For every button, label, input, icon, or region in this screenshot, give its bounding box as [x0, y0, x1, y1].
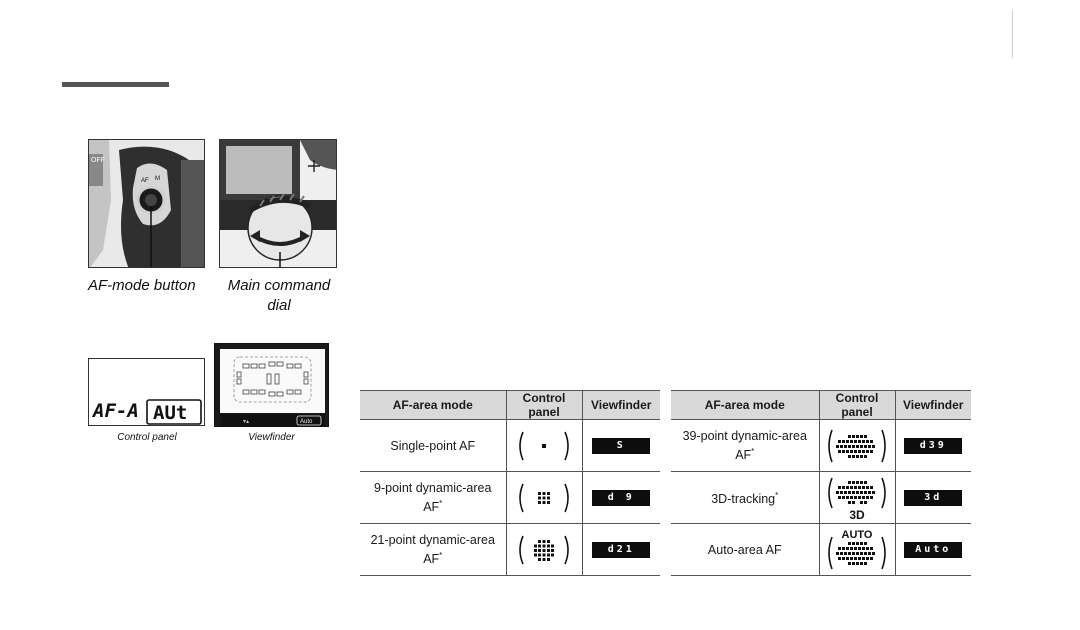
mode-name: 9-point dynamic-area AF	[374, 480, 492, 515]
mode-name: Single-point AF	[390, 438, 476, 453]
header-viewfinder: Viewfinder	[895, 391, 971, 420]
mode-name: 39-point dynamic-area AF	[682, 428, 807, 463]
control-panel-cell	[819, 524, 895, 576]
auto-label: AUTO	[841, 528, 873, 541]
af-mode-button-caption: AF-mode button	[88, 277, 196, 294]
af-area-table-right	[671, 390, 971, 576]
control-panel-display	[88, 358, 205, 426]
table-header-row	[360, 391, 660, 420]
control-panel-mode-text: AF-A	[93, 400, 139, 422]
viewfinder-display-value: Auto	[904, 542, 962, 558]
section-marker-bar	[62, 82, 169, 87]
viewfinder-cell	[895, 524, 971, 576]
main-command-dial-caption	[221, 276, 337, 316]
footnote-star: *	[439, 550, 443, 560]
viewfinder-display	[214, 343, 329, 427]
viewfinder-auto-indicator: Auto	[300, 419, 313, 425]
af-mode-button-photo	[88, 139, 205, 268]
footnote-star: *	[775, 490, 779, 500]
header-control-panel: Control panel	[819, 391, 895, 420]
m-mark: M	[155, 176, 160, 182]
main-command-dial-caption-line1: Main command	[227, 277, 331, 294]
header-af-area-mode: AF-area mode	[360, 391, 506, 420]
main-command-dial-caption-line2: dial	[267, 297, 291, 314]
mode-cell	[360, 524, 506, 576]
header-af-area-mode: AF-area mode	[671, 391, 819, 420]
viewfinder-cell	[582, 472, 660, 524]
viewfinder-display-value: d 9	[592, 490, 650, 506]
viewfinder-display-value: S	[592, 438, 650, 454]
control-panel-cell	[506, 420, 582, 472]
viewfinder-display-value: 3d	[904, 490, 962, 506]
table-row	[360, 524, 660, 576]
mode-name: 3D-tracking	[711, 492, 776, 507]
viewfinder-cell	[895, 420, 971, 472]
9-point-icon	[515, 481, 573, 515]
control-panel-cell	[506, 472, 582, 524]
3d-tracking-icon	[826, 475, 888, 521]
mode-cell	[671, 472, 819, 524]
mode-cell	[360, 420, 506, 472]
top-divider	[1012, 10, 1013, 58]
39-point-icon	[826, 426, 888, 466]
off-switch-label: OFF	[91, 157, 105, 164]
control-panel-area-text: AUt	[153, 402, 188, 424]
viewfinder-display-value: d21	[592, 542, 650, 558]
header-viewfinder: Viewfinder	[582, 391, 660, 420]
control-panel-caption: Control panel	[117, 432, 177, 443]
af-area-table-left	[360, 390, 660, 576]
main-command-dial-photo	[219, 139, 337, 268]
single-point-icon	[515, 429, 573, 463]
viewfinder-caption: Viewfinder	[248, 432, 295, 443]
viewfinder-display-value: d39	[904, 438, 962, 454]
footnote-star: *	[751, 446, 755, 456]
footnote-star: *	[439, 498, 443, 508]
control-panel-cell	[819, 420, 895, 472]
control-panel-cell	[506, 524, 582, 576]
control-panel-cell	[819, 472, 895, 524]
header-control-panel: Control panel	[506, 391, 582, 420]
mode-name: Auto-area AF	[707, 542, 782, 557]
viewfinder-cell	[582, 524, 660, 576]
mode-name: 21-point dynamic-area AF	[370, 532, 495, 567]
table-row	[360, 472, 660, 524]
table-header-row	[671, 391, 971, 420]
mode-cell	[671, 420, 819, 472]
table-row	[671, 524, 971, 576]
viewfinder-cell	[895, 472, 971, 524]
af-mark: AF	[141, 178, 149, 184]
table-row	[671, 420, 971, 472]
viewfinder-cell	[582, 420, 660, 472]
mode-cell	[671, 524, 819, 576]
table-row	[671, 472, 971, 524]
3d-label: 3D	[849, 507, 865, 521]
21-point-icon	[515, 533, 573, 567]
mode-cell	[360, 472, 506, 524]
table-row	[360, 420, 660, 472]
svg-text:▾▴: ▾▴	[243, 419, 250, 425]
auto-area-icon	[826, 527, 888, 573]
